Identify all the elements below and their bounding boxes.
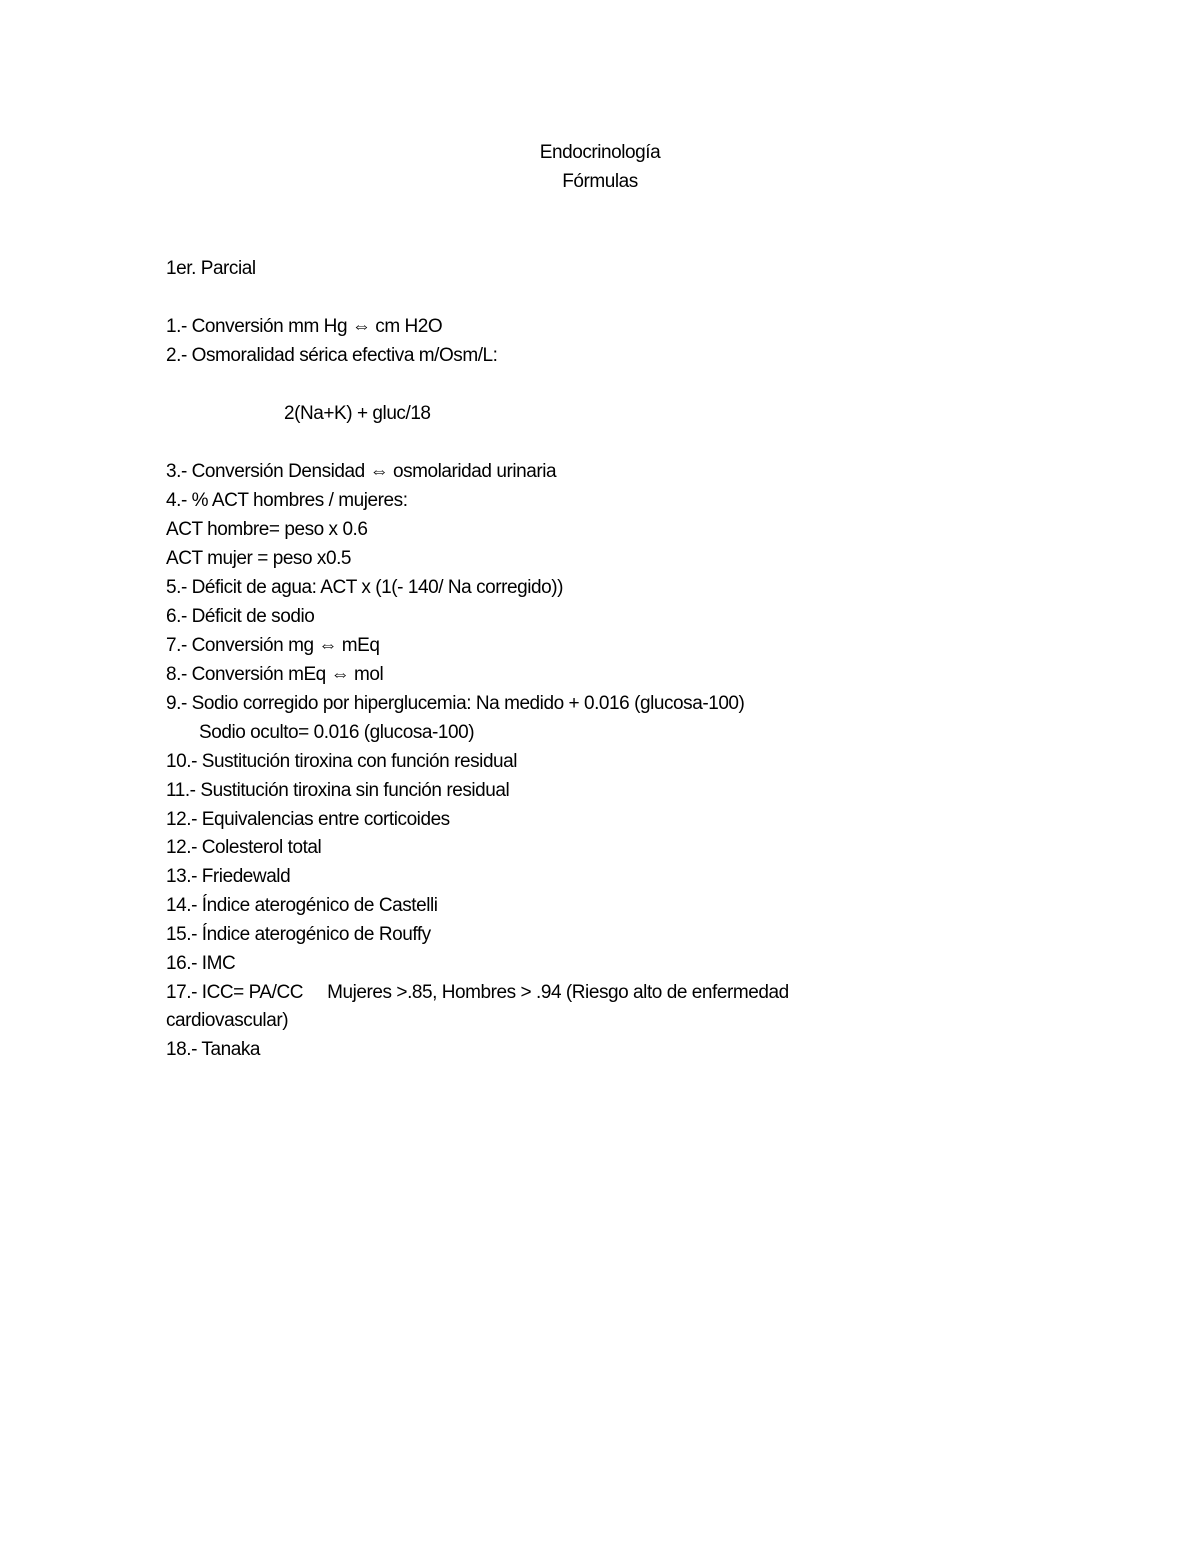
formula-item: 5.- Déficit de agua: ACT x (1(- 140/ Na corregido)) — [166, 577, 563, 598]
formula-item-continuation: cardiovascular) — [166, 1010, 289, 1031]
formula-item: 4.- % ACT hombres / mujeres: — [166, 490, 408, 511]
formula-item: 11.- Sustitución tiroxina sin función residual — [166, 780, 510, 801]
formula-item: 12.- Colesterol total — [166, 837, 322, 858]
formula-item: 18.- Tanaka — [166, 1039, 260, 1060]
formula-detail: ACT mujer = peso x0.5 — [166, 548, 352, 569]
formula-item: 1.- Conversión mm Hg ⇔ cm H2O — [166, 316, 443, 337]
formula-item: 2.- Osmoralidad sérica efectiva m/Osm/L: — [166, 345, 498, 366]
formula-item: 14.- Índice aterogénico de Castelli — [166, 895, 438, 916]
formula-item: 13.- Friedewald — [166, 866, 291, 887]
formula-expression: 2(Na+K) + gluc/18 — [284, 403, 431, 424]
formula-item: 8.- Conversión mEq ⇔ mol — [166, 664, 384, 685]
formula-item: 6.- Déficit de sodio — [166, 606, 315, 627]
formula-detail: Sodio oculto= 0.016 (glucosa-100) — [199, 722, 475, 743]
formula-item: 16.- IMC — [166, 953, 236, 974]
formula-item: 3.- Conversión Densidad ⇔ osmolaridad urinaria — [166, 461, 557, 482]
formula-item: 17.- ICC= PA/CC Mujeres >.85, Hombres > .94 (Riesgo alto de enfermedad — [166, 982, 789, 1003]
formula-item: 15.- Índice aterogénico de Rouffy — [166, 924, 431, 945]
formula-detail: ACT hombre= peso x 0.6 — [166, 519, 368, 540]
formula-item: 10.- Sustitución tiroxina con función residual — [166, 751, 518, 772]
formula-item: 7.- Conversión mg ⇔ mEq — [166, 635, 380, 656]
section-heading: 1er. Parcial — [166, 258, 256, 279]
document-subtitle: Fórmulas — [562, 171, 638, 192]
formula-item: 9.- Sodio corregido por hiperglucemia: Na medido + 0.016 (glucosa-100) — [166, 693, 745, 714]
document-title: Endocrinología — [539, 142, 661, 163]
formula-item: 12.- Equivalencias entre corticoides — [166, 809, 450, 830]
